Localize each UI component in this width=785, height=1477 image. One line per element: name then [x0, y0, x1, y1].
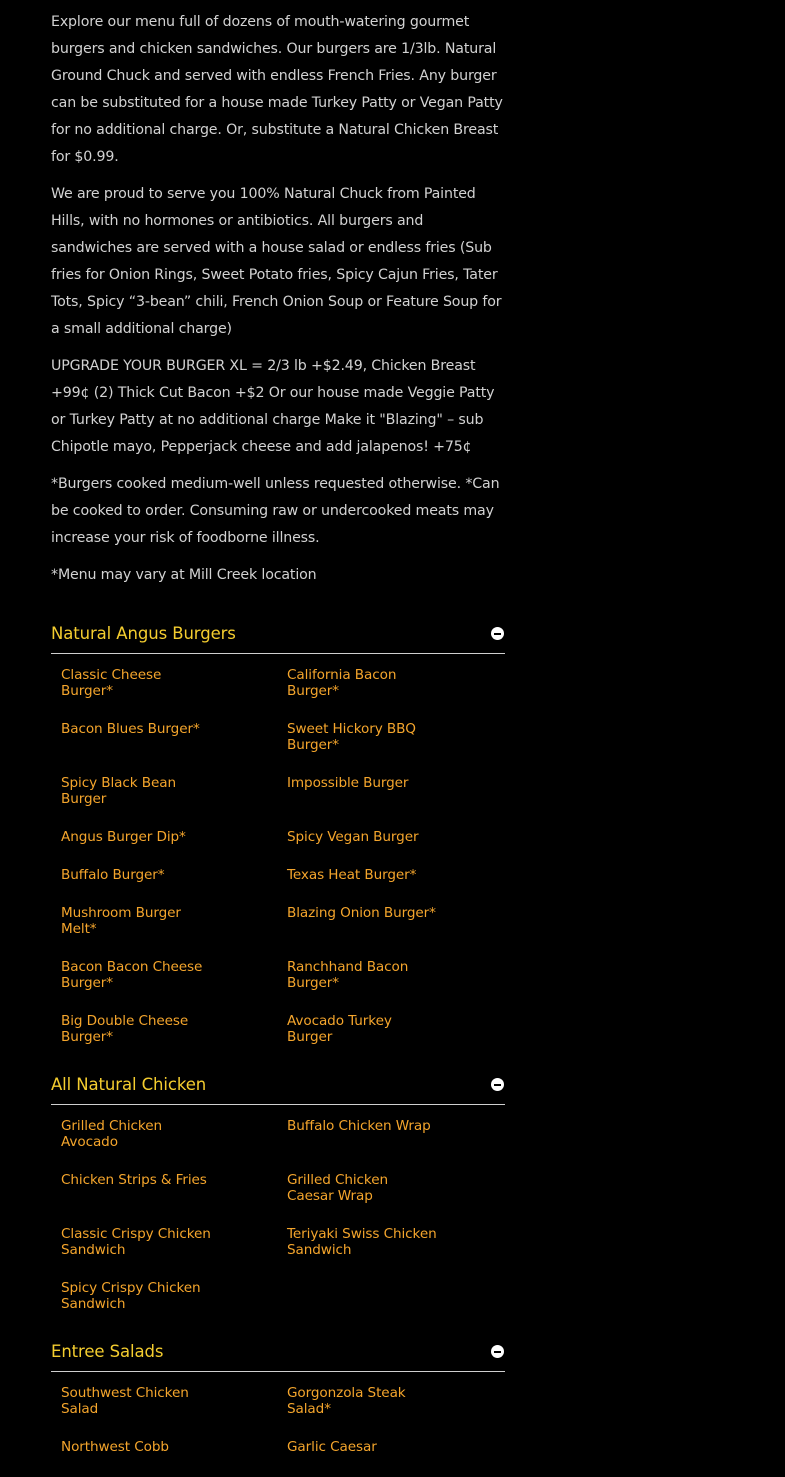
menu-item-link[interactable]: Big Double Cheese Burger*: [61, 1013, 189, 1045]
menu-item-link[interactable]: Grilled Chicken Caesar Wrap: [287, 1172, 388, 1204]
menu-item-link[interactable]: Classic Crispy Chicken Sandwich: [61, 1226, 211, 1258]
menu-item-link[interactable]: Angus Burger Dip*: [61, 829, 186, 845]
menu-item-link[interactable]: Spicy Crispy Chicken Sandwich: [61, 1280, 201, 1312]
section-title: Entree Salads: [51, 1342, 164, 1361]
menu-item-link[interactable]: California Bacon Burger*: [287, 667, 397, 699]
menu-item-link[interactable]: Bacon Blues Burger*: [61, 721, 200, 737]
menu-item-link[interactable]: Mushroom Burger Melt*: [61, 905, 181, 937]
menu-item-link[interactable]: Bacon Bacon Cheese Burger*: [61, 959, 203, 991]
menu-section: [51, 616, 505, 1067]
menu-item-link[interactable]: Gorgonzola Steak Salad*: [287, 1385, 406, 1417]
menu-item-link[interactable]: Garlic Caesar: [287, 1439, 377, 1455]
menu-item-link[interactable]: Chicken Strips & Fries: [61, 1172, 207, 1188]
menu-item-link[interactable]: Buffalo Chicken Wrap: [287, 1118, 431, 1134]
menu-sections: [51, 616, 505, 1477]
menu-item-link[interactable]: Spicy Black Bean Burger: [61, 775, 177, 807]
intro-paragraph: Explore our menu full of dozens of mouth-watering gourmet burgers and chicken sandwiches. Our burgers are 1/3lb. Natural Ground Chuck and served with endless French Fries. Any burger can be substituted for a house made Turkey Patty or Vegan Patty for no additional charge. Or, substitute a Natural Chicken Breast for $0.99.: [51, 14, 503, 165]
minus-circle-icon[interactable]: [491, 627, 504, 640]
menu-item-link[interactable]: Ranchhand Bacon Burger*: [287, 959, 409, 991]
menu-item-link[interactable]: Southwest Chicken Salad: [61, 1385, 189, 1417]
menu-item-link[interactable]: Buffalo Burger*: [61, 867, 165, 883]
section-title: All Natural Chicken: [51, 1075, 207, 1094]
minus-circle-icon[interactable]: [491, 1078, 504, 1091]
menu-item-link[interactable]: Impossible Burger: [287, 775, 409, 791]
menu-item-link[interactable]: Teriyaki Swiss Chicken Sandwich: [287, 1226, 437, 1258]
menu-item-link[interactable]: Northwest Cobb: [61, 1439, 169, 1455]
menu-item-link[interactable]: Grilled Chicken Avocado: [61, 1118, 162, 1150]
section-header-toggle[interactable]: [51, 616, 505, 654]
menu-section: [51, 1067, 505, 1334]
menu-section: [51, 1334, 505, 1477]
intro-paragraph: We are proud to serve you 100% Natural Chuck from Painted Hills, with no hormones or antibiotics. All burgers and sandwiches are served with a house salad or endless fries (Sub fries for Onion Rings, Sweet Potato fries, Spicy Cajun Fries, Tater Tots, Spicy “3-bean” chili, French Onion Soup or Feature Soup for a small additional charge): [51, 186, 502, 337]
menu-intro: [51, 9, 505, 589]
section-items: [51, 1105, 505, 1334]
upgrade-paragraph: UPGRADE YOUR BURGER XL = 2/3 lb +$2.49, Chicken Breast +99¢ (2) Thick Cut Bacon +$2 Or our house made Veggie Patty or Turkey Patty at no additional charge Make it "Blazing" – sub Chipotle mayo, Pepperjack cheese and add jalapenos! +75¢: [51, 358, 495, 455]
section-items: [51, 1372, 505, 1477]
location-note: *Menu may vary at Mill Creek location: [51, 567, 317, 583]
menu-item-link[interactable]: Sweet Hickory BBQ Burger*: [287, 721, 416, 753]
menu-item-link[interactable]: Blazing Onion Burger*: [287, 905, 436, 921]
section-items: [51, 654, 505, 1067]
section-header-toggle[interactable]: [51, 1334, 505, 1372]
menu-item-link[interactable]: Spicy Vegan Burger: [287, 829, 419, 845]
section-title: Natural Angus Burgers: [51, 624, 236, 643]
menu-item-link[interactable]: Classic Cheese Burger*: [61, 667, 162, 699]
section-header-toggle[interactable]: [51, 1067, 505, 1105]
minus-circle-icon[interactable]: [491, 1345, 504, 1358]
menu-item-link[interactable]: Texas Heat Burger*: [287, 867, 417, 883]
disclaimer-paragraph: *Burgers cooked medium-well unless requested otherwise. *Can be cooked to order. Consuming raw or undercooked meats may increase your risk of foodborne illness.: [51, 476, 500, 546]
menu-item-link[interactable]: Avocado Turkey Burger: [287, 1013, 392, 1045]
menu-content: [51, 9, 505, 1477]
